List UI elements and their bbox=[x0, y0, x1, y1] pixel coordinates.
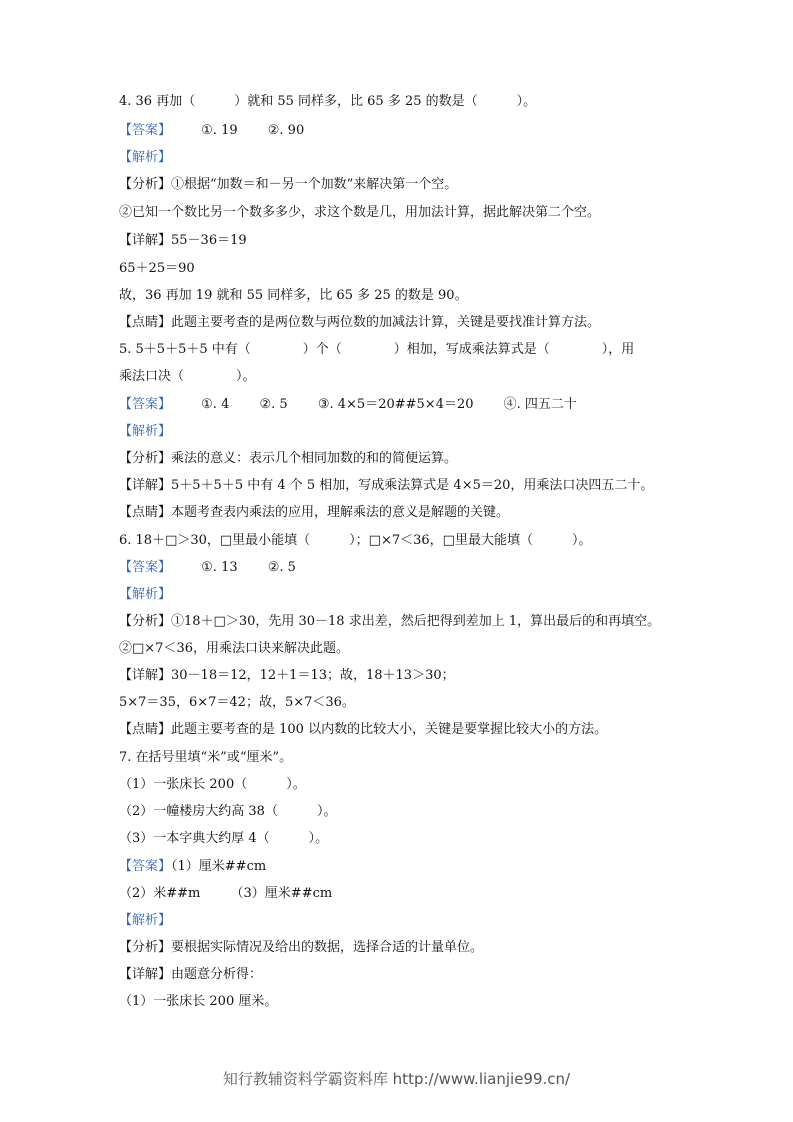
q6-jiexi-label: 【解析】 bbox=[119, 587, 172, 602]
q5-dianjing: 【点睛】本题考查表内乘法的应用，理解乘法的意义是解题的关键。 bbox=[119, 505, 510, 520]
q6-question: 6. 18＋□＞30，□里最小能填（ ）；□×7＜36，□里最大能填（ ）。 bbox=[119, 533, 592, 548]
q7-sub-3: （3）一本字典大约厚 4（ ）。 bbox=[119, 831, 329, 846]
q6-answer-label: 【答案】 bbox=[119, 560, 172, 575]
q5-answer-4: ④. 四五二十 bbox=[503, 397, 577, 412]
q4-answer-2: ②. 90 bbox=[267, 123, 305, 138]
q5-answer-label: 【答案】 bbox=[119, 397, 172, 412]
q5-fenxi: 【分析】乘法的意义：表示几个相同加数的和的简便运算。 bbox=[119, 451, 458, 466]
q5-question-1: 5. 5＋5＋5＋5 中有（ ）个（ ）相加，写成乘法算式是（ ），用 bbox=[119, 342, 635, 357]
q6-fenxi-2: ②□×7＜36，用乘法口诀来解决此题。 bbox=[119, 641, 349, 656]
q4-fenxi-2: ②已知一个数比另一个数多多少，求这个数是几，用加法计算，据此解决第二个空。 bbox=[119, 205, 601, 220]
q5-answer-3: ③. 4×5＝20##5×4＝20 bbox=[317, 397, 474, 412]
q7-xiangjie-2: （1）一张床长 200 厘米。 bbox=[119, 994, 278, 1009]
q4-jiexi-label: 【解析】 bbox=[119, 150, 172, 165]
footer-watermark: 知行教辅资料学霸资料库 http://www.lianjie99.cn/ bbox=[222, 1070, 571, 1088]
q5-jiexi-label: 【解析】 bbox=[119, 424, 172, 439]
q4-dianjing: 【点睛】此题主要考查的是两位数与两位数的加减法计算，关键是要找准计算方法。 bbox=[119, 315, 601, 330]
q4-xiangjie-2: 65＋25＝90 bbox=[119, 261, 195, 276]
q7-answer-label: 【答案】 bbox=[119, 859, 172, 874]
q7-answer-2: （2）米##m bbox=[119, 886, 201, 901]
q4-answer-1: ①. 19 bbox=[201, 123, 238, 138]
q7-sub-2: （2）一幢楼房大约高 38（ ）。 bbox=[119, 804, 337, 819]
q4-fenxi-1: 【分析】①根据“加数＝和－另一个加数”来解决第一个空。 bbox=[119, 177, 458, 192]
q7-sub-1: （1）一张床长 200（ ）。 bbox=[119, 777, 306, 792]
q6-xiangjie-1: 【详解】30－18＝12，12＋1＝13；故，18＋13＞30； bbox=[119, 668, 455, 683]
q4-xiangjie-1: 【详解】55－36＝19 bbox=[119, 233, 247, 248]
q5-answer-2: ②. 5 bbox=[259, 397, 288, 412]
q5-question-2: 乘法口决（ ）。 bbox=[119, 369, 256, 384]
q6-answer-row bbox=[119, 559, 733, 577]
q6-dianjing: 【点睛】此题主要考查的是 100 以内数的比较大小，关键是要掌握比较大小的方法。 bbox=[119, 722, 608, 737]
q7-answer-3: （3）厘米##cm bbox=[230, 886, 333, 901]
q7-jiexi-label: 【解析】 bbox=[119, 913, 172, 928]
q7-question: 7. 在括号里填“米”或“厘米”。 bbox=[119, 750, 293, 765]
q4-xiangjie-3: 故，36 再加 19 就和 55 同样多，比 65 多 25 的数是 90。 bbox=[119, 288, 468, 303]
q7-answer-row-1 bbox=[119, 858, 733, 876]
q4-question: 4. 36 再加（ ）就和 55 同样多，比 65 多 25 的数是（ ）。 bbox=[119, 94, 537, 109]
q7-xiangjie-1: 【详解】由题意分析得： bbox=[119, 967, 263, 982]
q6-xiangjie-2: 5×7＝35，6×7＝42；故，5×7＜36。 bbox=[119, 695, 355, 710]
q7-answer-row-2 bbox=[119, 885, 733, 903]
q4-answer-label: 【答案】 bbox=[119, 123, 172, 138]
q6-fenxi-1: 【分析】①18＋□＞30，先用 30－18 求出差，然后把得到差加上 1，算出最后的和再填空。 bbox=[119, 614, 661, 629]
q5-answer-row bbox=[119, 396, 733, 414]
q7-answer-1: （1）厘米##cm bbox=[171, 859, 267, 874]
q4-answer-row bbox=[119, 122, 733, 140]
q6-answer-2: ②. 5 bbox=[267, 560, 296, 575]
q5-xiangjie: 【详解】5＋5＋5＋5 中有 4 个 5 相加，写成乘法算式是 4×5＝20，用乘法口决四五二十。 bbox=[119, 478, 654, 493]
q5-answer-1: ①. 4 bbox=[201, 397, 230, 412]
q7-fenxi: 【分析】要根据实际情况及给出的数据，选择合适的计量单位。 bbox=[119, 940, 484, 955]
q6-answer-1: ①. 13 bbox=[201, 560, 238, 575]
